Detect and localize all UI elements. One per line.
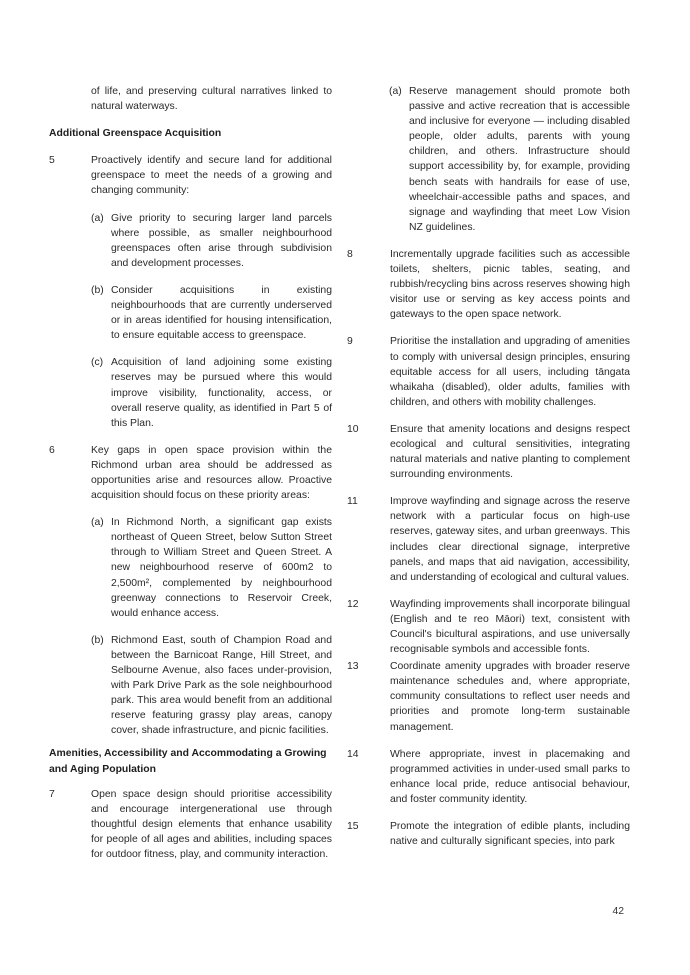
page-number: 42 <box>612 906 624 917</box>
policy-item-13 <box>347 659 630 734</box>
right-column <box>347 84 630 849</box>
sub-item-5a <box>91 211 332 271</box>
item-number: 15 <box>347 821 359 833</box>
item-text: Coordinate amenity upgrades with broader reserve maintenance schedules and, where appropriate, community consultations to reflect user needs and priorities and promote long-term sustainable management. <box>390 661 630 733</box>
item-number: 13 <box>347 661 359 673</box>
item-number: 6 <box>49 444 55 456</box>
sub-item-label: (b) <box>91 634 104 646</box>
policy-item-14 <box>347 747 630 807</box>
sub-item-label: (c) <box>91 357 104 369</box>
policy-item-15 <box>347 819 630 849</box>
sub-item-6a <box>91 515 332 621</box>
sub-item-7a <box>389 84 630 235</box>
policy-item-5 <box>49 153 332 198</box>
sub-item-text: Richmond East, south of Champion Road and between the Barnicoat Range, Hill Street, and Selbourne Avenue, also faces under-provision, with Park Drive Park as the sole neighbourhood park. This area would benefit from an additional reserve featuring grassy play areas, canopy cover, shade infrastructure, and picnic facilities. <box>111 634 332 737</box>
policy-item-9 <box>347 334 630 409</box>
sub-item-text: Consider acquisitions in existing neighbourhoods that are currently underserved or in areas identified for housing intensification, to ensure equitable access to greenspace. <box>111 284 332 342</box>
section-heading-greenspace: Additional Greenspace Acquisition <box>49 128 222 140</box>
item-text: Prioritise the installation and upgrading of amenities to comply with universal design principles, ensuring equitable access for all users, including tāngata whaikaha (disabled), older adults, families with children, and others with mobility challenges. <box>390 336 630 408</box>
sub-item-text: Acquisition of land adjoining some existing reserves may be pursued where this would improve visibility, functionality, access, or overall reserve quality, as identified in Part 5 of this Plan. <box>111 357 332 429</box>
policy-item-12 <box>347 597 630 657</box>
item-text: Where appropriate, invest in placemaking and programmed activities in under-used small parks to enhance local pride, reduce antisocial behaviour, and foster community identity. <box>390 748 630 805</box>
item-text: Improve wayfinding and signage across the reserve network with a particular focus on high-use reserves, gateway sites, and urban greenways. This includes clear directional signage, interpretive panels, and maps that aid navigation, accessibility, and understanding of ecological and cultural values. <box>390 496 630 583</box>
sub-item-label: (a) <box>389 86 402 97</box>
sub-item-6b <box>91 633 332 739</box>
item-text: Key gaps in open space provision within the Richmond urban area should be addressed as opportunities arise and resources allow. Proactive acquisition should focus on these priority areas: <box>91 444 332 502</box>
item-number: 7 <box>49 788 55 800</box>
section-heading-amenities: Amenities, Accessibility and Accommodating a Growing and Aging Population <box>49 748 327 775</box>
policy-item-11 <box>347 494 630 585</box>
item-number: 14 <box>347 748 359 760</box>
policy-item-8 <box>347 247 630 322</box>
policy-item-6 <box>49 443 332 503</box>
policy-item-7 <box>49 787 332 862</box>
sub-item-text: In Richmond North, a significant gap exists northeast of Queen Street, below Sutton Street through to William Street and Queen Street. A new neighbourhood reserve of 600m2 to 2,500m², complemented by neighbourhood greenway connections to Reservoir Creek, would enhance access. <box>111 517 332 619</box>
item-number: 12 <box>347 598 359 610</box>
sub-item-5c <box>91 355 332 430</box>
item-number: 10 <box>347 423 359 435</box>
item-text: Open space design should prioritise accessibility and encourage intergenerational use through thoughtful design elements that enhance usability for people of all ages and abilities, including spaces for outdoor fitness, play, and community interaction. <box>91 788 332 861</box>
sub-item-text: Give priority to securing larger land parcels where possible, as smaller neighbourhood greenspaces often arise through subdivision and development processes. <box>111 212 332 269</box>
item-text: Incrementally upgrade facilities such as accessible toilets, shelters, picnic tables, seating, and rubbish/recycling bins across reserves showing high visitor use or serving as key access points and gateways to the open space network. <box>390 248 630 321</box>
sub-item-label: (b) <box>91 284 104 296</box>
item-number: 8 <box>347 248 353 260</box>
item-text: Ensure that amenity locations and designs respect ecological and cultural sensitivities, integrating natural materials and native planting to complement surrounding environments. <box>390 423 630 481</box>
sub-item-text: Reserve management should promote both passive and active recreation that is accessible and inclusive for everyone — including disabled people, older adults, parents with young children, and others. Infrastructure should support accessibility by, for example, providing bench seats with handrails for ease of use, wheelchair-accessible paths and spaces, and signage and wayfinding that meet Low Vision NZ guidelines. <box>409 86 630 233</box>
item-text: Proactively identify and secure land for additional greenspace to meet the needs of a growing and changing community: <box>91 155 332 197</box>
item-text: Wayfinding improvements shall incorporate bilingual (English and te reo Māori) text, consistent with Council's bicultural aspirations, and use universally recognisable symbols and accessible fonts. <box>390 598 630 656</box>
item-number: 5 <box>49 155 55 167</box>
policy-item-10 <box>347 422 630 482</box>
item-text: Promote the integration of edible plants, including native and culturally significant species, into park <box>390 821 630 848</box>
item-number: 9 <box>347 336 353 348</box>
left-column <box>49 84 332 862</box>
item-number: 11 <box>347 496 358 508</box>
sub-item-label: (a) <box>91 212 104 224</box>
sub-item-label: (a) <box>91 517 104 529</box>
intro-paragraph: of life, and preserving cultural narratives linked to natural waterways. <box>91 86 332 113</box>
sub-item-5b <box>91 283 332 343</box>
